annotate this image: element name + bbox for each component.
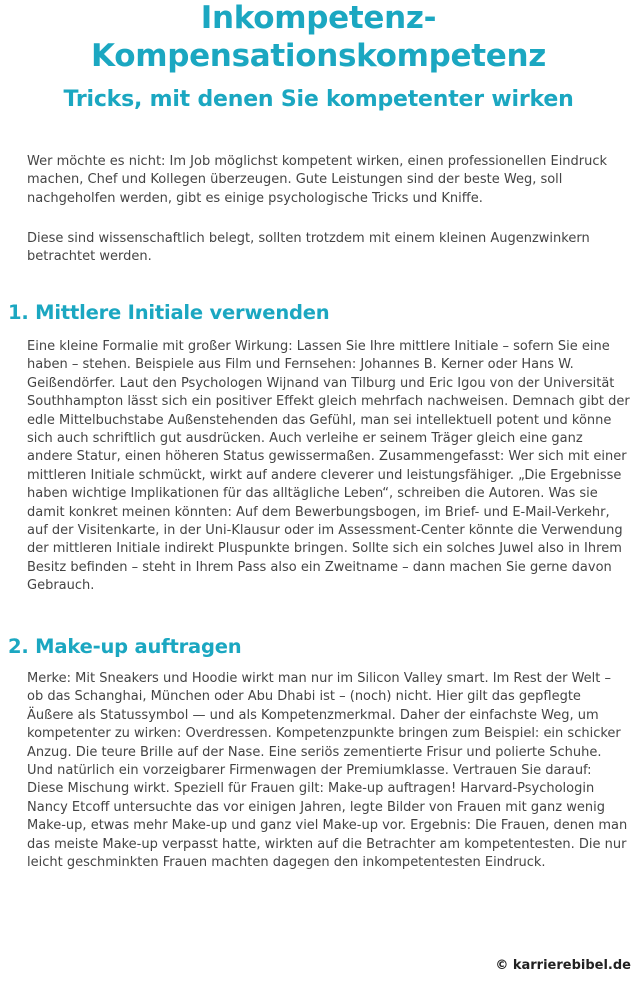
intro-paragraph-2: Diese sind wissenschaftlich belegt, sollten trotzdem mit einem kleinen Augenzwinkern betrachtet werden.	[27, 231, 590, 265]
section-1-heading: 1. Mittlere Initiale verwenden	[8, 301, 330, 324]
section-1-body: Eine kleine Formalie mit großer Wirkung: Lassen Sie Ihre mittlere Initiale – sofern Sie eine haben – stehen. Beispiele aus Film und Fernsehen: Johannes B. Kerner oder Hans W. Geißendörfer. Laut den Psychologen Wijnand van Tilburg und Eric Igou von der Universität Southhampton lässt sich ein positiver Effekt gleich mehrfach nachweisen. Demnach gibt der edle Mittelbuchstabe Außenstehenden das Gefühl, man sei intellektuell potent und könne sich auch schriftlich gut ausdrücken. Auch verleihe er seinem Träger gleich eine ganz andere Statur, einen höheren Status gewissermaßen. Zusammengefasst: Wer sich mit einer mittleren Initiale schmückt, wirkt auf andere cleverer und leistungsfähiger. „Die Ergebnisse haben wichtige Implikationen für das alltägliche Leben“, schreiben die Autoren. Was sie damit konkret meinen könnten: Auf dem Bewerbungsbogen, im Brief- und E-Mail-Verkehr, auf der Visitenkarte, in der Uni-Klausur oder im Assessment-Center könnte die Verwendung der mittleren Initiale indirekt Pluspunkte bringen. Sollte sich ein solches Juwel also in Ihrem Besitz befinden – steht in Ihrem Pass also ein Zweitname – dann machen Sie gerne davon Gebrauch.	[27, 339, 630, 594]
section-2-body: Merke: Mit Sneakers und Hoodie wirkt man nur im Silicon Valley smart. Im Rest der Welt – ob das Schanghai, München oder Abu Dhabi ist – (noch) nicht. Hier gilt das gepflegte Äußere als Statussymbol — und als Kompetenzmerkmal. Daher der einfachste Weg, um kompetenter zu wirken: Overdressen. Kompetenzpunkte bringen zum Beispiel: ein schicker Anzug. Die teure Brille auf der Nase. Eine seriös zementierte Frisur und polierte Schuhe. Und natürlich ein vorzeigbarer Firmenwagen der Premiumklasse. Vertrauen Sie darauf: Diese Mischung wirkt. Speziell für Frauen gilt: Make-up auftragen! Harvard-Psychologin Nancy Etcoff untersuchte das vor einigen Jahren, legte Bilder von Frauen mit ganz wenig Make-up, etwas mehr Make-up und ganz viel Make-up vor. Ergebnis: Die Frauen, denen man das meiste Make-up verpasst hatte, wirkten auf die Betrachter am kompetentesten. Die nur leicht geschminkten Frauen machten dagegen den inkompetentesten Eindruck.	[27, 671, 628, 871]
title-line-2: Kompensationskompetenz	[91, 38, 546, 74]
subtitle: Tricks, mit denen Sie kompetenter wirken	[63, 87, 574, 112]
footer-copyright: © karrierebibel.de	[495, 958, 631, 973]
section-2-heading: 2. Make-up auftragen	[8, 635, 242, 658]
intro-paragraph-1: Wer möchte es nicht: Im Job möglichst kompetent wirken, einen professionellen Eindruck machen, Chef und Kollegen überzeugen. Gute Leistungen sind der beste Weg, soll nachgeholfen werden, gibt es einige psychologische Tricks und Kniffe.	[27, 154, 608, 206]
title-line-1: Inkompetenz-	[200, 0, 437, 36]
